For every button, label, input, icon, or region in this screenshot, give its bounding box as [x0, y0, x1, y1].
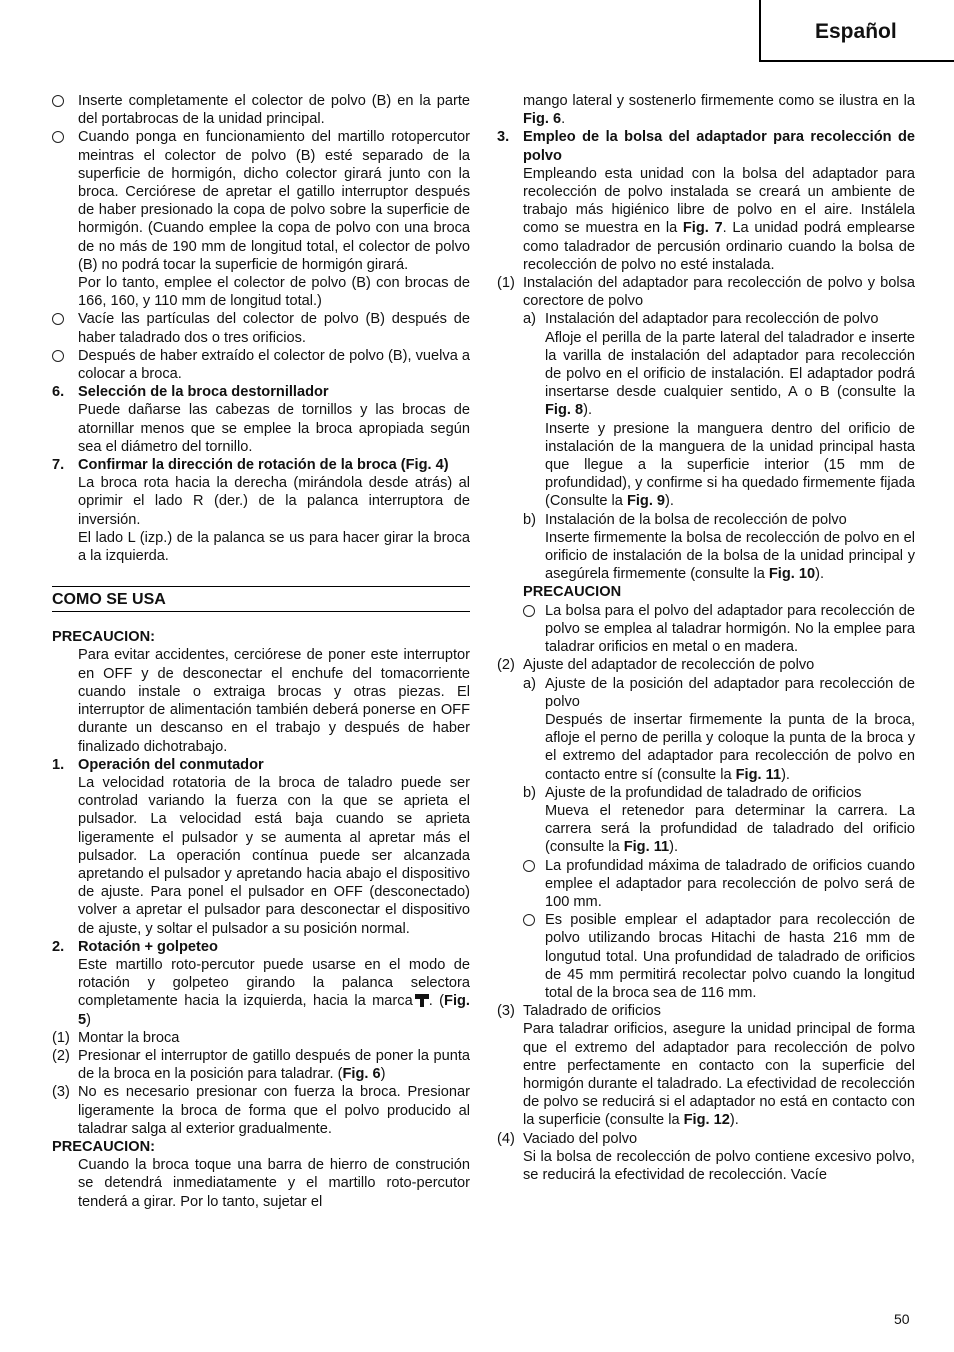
- subsection-title: Ajuste de la posición del adaptador para recolección de polvo: [545, 675, 915, 710]
- subsection-letter: b): [523, 784, 536, 801]
- section-number: 1.: [52, 756, 65, 773]
- subsection-text: [545, 420, 915, 511]
- continued-text-body: mango lateral y sostenerlo firmemente como se ilustra en la: [523, 93, 915, 109]
- bullet-item: [497, 602, 915, 657]
- bullet-item: [52, 128, 470, 310]
- step-number: (2): [52, 1047, 70, 1064]
- bullet-circle-icon: [52, 128, 64, 148]
- section-text: La velocidad rotatoria de la broca de taladro puede ser controlad variando la fuerza con la que se aprieta el pulsador. La velocidad está baja cuando se aprieta ligeramente el pulsador y se aumenta al apretar más el pulsador. La operación contínua puede ser alcanzada apretando el pulsador y apretando hacia abajo el dispositivo de ajuste. Para ponel el pulsador en OFF (desconectado) volver a apretar el pulsador para desconectar el dispositivo de ajuste, y soltar el pulsador a su posición normal.: [78, 774, 470, 937]
- section-text: Este martillo roto-percutor puede usarse en el modo de rotación y golpeteo girando la palanca selectora completamente hacia la izquierda, hacia la marca . (Fig. 5): [78, 956, 470, 1028]
- step-item: [52, 1029, 470, 1047]
- step-text: [78, 1047, 470, 1083]
- bullet-text: Inserte completamente el colector de polvo (B) en la parte del portabrocas de la unidad principal.: [78, 93, 470, 128]
- bullet-text: La profundidad máxima de taladrado de orificios cuando emplee el adaptador para recolección de polvo será de 100 mm.: [545, 857, 915, 910]
- caution-text: Cuando la broca toque una barra de hierro de construción se detendrá inmediatamente y el martillo roto-percutor tenderá a girar. Por lo tanto, sujetar el: [78, 1157, 470, 1210]
- subsection-text-end: ).: [781, 766, 790, 783]
- subsection-text-body: Para taladrar orificios, asegure la unidad principal de forma que el extremo del adaptador para recolección de polvo entre perfectamente en contacto con la superficie del hormigón durante el taladrado. La efectividad de recolección de polvo se reducirá si el adaptador no está en contacto con la superficie (consulte la: [523, 1021, 915, 1129]
- section-number: 3.: [497, 129, 510, 146]
- subsection-title: Vaciado del polvo: [523, 1130, 638, 1147]
- caution-title: PRECAUCION:: [52, 1138, 155, 1155]
- subsection-text-end: ).: [729, 1112, 739, 1129]
- subsection-text-body: Mueva el retenedor para determinar la carrera. La carrera será la profundidad de taladrado del orificio (consulte la: [545, 802, 915, 856]
- figure-ref: Fig. 8: [545, 402, 584, 419]
- section-3: [497, 128, 915, 274]
- bullet-text: Cuando ponga en funcionamiento del martillo rotopercutor meintras el colector de polvo (B) esté separado de la superficie de hormigón, dicho colector girará junto con la broca. Cerciórese de apretar el gatillo interruptor después de haber presionado la copa de polvo sobre la superficie de hormigón. (Cuando emplee la copa de polvo con una broca de no más de 190 mm de longitud total, el colector de polvo (B) no podrá tocar la superficie de hormigón girará.: [78, 129, 470, 273]
- section-7: [52, 456, 470, 565]
- bullet-text: Es posible emplear el adaptador para recolección de polvo utilizando brocas Hitachi de hasta 216 mm de longutud total. Una profundidad de taladrado de orificios de 45 mm permitirá recolectar polvo cuando la longitud total de la broca sea de 116 mm.: [545, 912, 915, 1001]
- step-number: (3): [52, 1084, 70, 1101]
- figure-ref: Fig. 10: [768, 566, 816, 583]
- subsection-1b: [497, 511, 915, 584]
- section-title: Empleo de la bolsa del adaptador para recolección de polvo: [523, 129, 915, 164]
- bullet-circle-icon: [523, 857, 535, 877]
- section-number: 2.: [52, 938, 65, 955]
- subsection-text: [545, 529, 915, 584]
- step-text-body: Presionar el interruptor de gatillo después de poner la punta de la broca en la posición para taladrar. (: [78, 1047, 470, 1083]
- page-number: 50: [894, 1311, 910, 1327]
- bullet-item: [497, 857, 915, 912]
- figure-ref: Fig. 5: [78, 993, 470, 1028]
- bullet-text-continued: Por lo tanto, emplee el colector de polvo (B) con brocas de 166, 160, y 110 mm de longitud total.): [78, 275, 470, 310]
- step-item: [52, 1047, 470, 1083]
- figure-ref: Fig. 6: [523, 111, 562, 128]
- section-text-body: Empleando esta unidad con la bolsa del adaptador para recolección de polvo instalada se creará un ambiente de trabajo más higiénico libre de polvo en el aire. Instálela como se muestra en la: [523, 165, 915, 237]
- bullet-circle-icon: [523, 602, 535, 622]
- bullet-item: [497, 911, 915, 1002]
- subsection-title: Ajuste del adaptador de recolección de polvo: [523, 657, 815, 674]
- subsection-letter: a): [523, 311, 536, 328]
- subsection-text-end: ).: [669, 839, 679, 856]
- subsection-4: [497, 1130, 915, 1185]
- subsection-letter: a): [523, 675, 536, 692]
- section-1: [52, 756, 470, 938]
- section-heading: COMO SE USA: [52, 586, 470, 612]
- subsection-title: Ajuste de la profundidad de taladrado de orificios: [545, 784, 862, 801]
- subsection-title: Taladrado de orificios: [523, 1003, 661, 1020]
- subsection-text-end: ).: [665, 493, 674, 510]
- subsection-letter: b): [523, 511, 536, 528]
- subsection-text-body: Inserte firmemente la bolsa de recolección de polvo en el orificio de instalación de la bolsa de la unidad principal y asegúrela firmemente (consulte la: [545, 529, 915, 583]
- section-number: 6.: [52, 384, 65, 401]
- figure-ref: Fig. 12: [683, 1112, 730, 1129]
- bullet-item: [52, 92, 470, 128]
- continued-text: [497, 92, 915, 128]
- section-text: El lado L (izp.) de la palanca se us para hacer girar la broca a la izquierda.: [78, 529, 470, 565]
- subsection-number: (2): [497, 657, 515, 674]
- language-tab: [759, 0, 954, 62]
- figure-ref: Fig. 11: [623, 839, 670, 856]
- bullet-circle-icon: [52, 347, 64, 367]
- step-text-end: ): [380, 1066, 386, 1083]
- section-number: 7.: [52, 457, 65, 474]
- section-title: Rotación + golpeteo: [78, 938, 218, 955]
- section-text-body: . La unidad podrá emplearse como taladrador de percusión ordinario cuando la bolsa de recolección de polvo no esté instalada.: [523, 220, 915, 273]
- step-text: No es necesario presionar con fuerza la broca. Presionar ligeramente la broca de forma que el polvo producido al taladrar salga al exterior gradualmente.: [78, 1084, 470, 1137]
- subsection-title: Instalación del adaptador para recolección de polvo: [545, 311, 879, 328]
- bullet-item: [52, 310, 470, 346]
- subsection-title: Instalación del adaptador para recolección de polvo y bolsa corectore de polvo: [523, 275, 915, 310]
- left-column: [52, 92, 470, 1211]
- figure-ref: Fig. 6: [342, 1066, 381, 1083]
- bullet-circle-icon: [523, 911, 535, 931]
- subsection-text: [545, 329, 915, 420]
- language-label: Español: [815, 20, 897, 43]
- subsection-number: (3): [497, 1003, 515, 1020]
- caution-title: PRECAUCION:: [52, 629, 155, 646]
- bullet-text: La bolsa para el polvo del adaptador para recolección de polvo se emplea al taladrar hormigón. No la emplee para taladrar orificios en metal o en madera.: [545, 602, 915, 656]
- right-column: [497, 92, 915, 1184]
- subsection-text: [523, 1020, 915, 1129]
- subsection-1a: [497, 310, 915, 510]
- subsection-2b: [497, 784, 915, 857]
- subsection-2: [497, 656, 915, 674]
- figure-ref: Fig. 9: [626, 493, 666, 510]
- subsection-number: (4): [497, 1130, 515, 1147]
- subsection-text-body: Inserte y presione la manguera dentro del orificio de instalación de la manguera de la unidad principal hasta que llegue a la superficie interior (15 mm de profundidad), y confirme si ha quedado firmemente fijada (Consulte la: [545, 420, 915, 510]
- bullet-circle-icon: [52, 92, 64, 112]
- section-text: La broca rota hacia la derecha (mirándola desde atrás) al oprimir el lado R (der.) de la palanca interruptora de inversión.: [78, 475, 470, 528]
- section-text: Puede dañarse las cabezas de tornillos y las brocas de atornillar menos que se emplee la broca apropiada según sea el diámetro del tornillo.: [78, 402, 470, 455]
- section-text: [523, 165, 915, 274]
- subsection-title: Instalación de la bolsa de recolección de polvo: [545, 511, 847, 528]
- bullet-item: [52, 347, 470, 383]
- subsection-text-body: Después de insertar firmemente la punta de la broca, afloje el perno de perilla y coloque la punta de la broca y el extremo del adaptador para recolección de polvo en contacto entre sí (consulte la: [545, 711, 915, 783]
- caution-text: Para evitar accidentes, cerciórese de poner este interruptor en OFF y de desconectar el enchufe del tomacorriente cuando instale o extraiga brocas y otras piezas. El interruptor de alimentación también deberá ponerse en OFF durante un descanso en el trabajo y después de haber finalizado dichotrabajo.: [78, 647, 470, 755]
- caution-title: PRECAUCION: [523, 584, 622, 601]
- subsection-text-end: ).: [583, 402, 593, 419]
- subsection-text: [545, 802, 915, 857]
- bullet-circle-icon: [52, 310, 64, 330]
- step-text: Montar la broca: [78, 1029, 180, 1046]
- section-6: [52, 383, 470, 456]
- bullet-text: Después de haber extraído el colector de polvo (B), vuelva a colocar a broca.: [78, 347, 470, 383]
- step-number: (1): [52, 1029, 70, 1046]
- subsection-1: [497, 274, 915, 310]
- section-2: [52, 938, 470, 1029]
- hammer-mark-icon: [415, 994, 429, 1007]
- subsection-text: [545, 711, 915, 784]
- continued-text-end: .: [561, 111, 566, 128]
- figure-ref: Fig. 7: [682, 220, 723, 237]
- subsection-2a: [497, 675, 915, 784]
- subsection-text-body: Afloje el perilla de la parte lateral del taladrador e inserte la varilla de instalación del adaptador para recolección de polvo en el orificio de instalación. El adaptador podrá insertarse desde cualquier sentido, A o B (consulte la: [545, 329, 915, 401]
- subsection-text: Si la bolsa de recolección de polvo contiene excesivo polvo, se reducirá la efectividad de recolección. Vacíe: [523, 1148, 915, 1183]
- subsection-3: [497, 1002, 915, 1129]
- section-title: Selección de la broca destornillador: [78, 384, 329, 401]
- bullet-text: Vacíe las partículas del colector de polvo (B) después de haber taladrado dos o tres orificios.: [78, 311, 470, 346]
- section-title: Confirmar la dirección de rotación de la broca (Fig. 4): [78, 457, 449, 474]
- figure-ref: Fig. 11: [735, 766, 782, 783]
- subsection-text-end: ).: [815, 566, 825, 583]
- subsection-number: (1): [497, 275, 515, 292]
- section-text-body: Este martillo roto-percutor puede usarse en el modo de rotación y golpeteo girando la palanca selectora completamente hacia la izquierda, hacia la marca: [78, 956, 470, 1010]
- step-item: [52, 1083, 470, 1138]
- section-title: Operación del conmutador: [78, 756, 264, 773]
